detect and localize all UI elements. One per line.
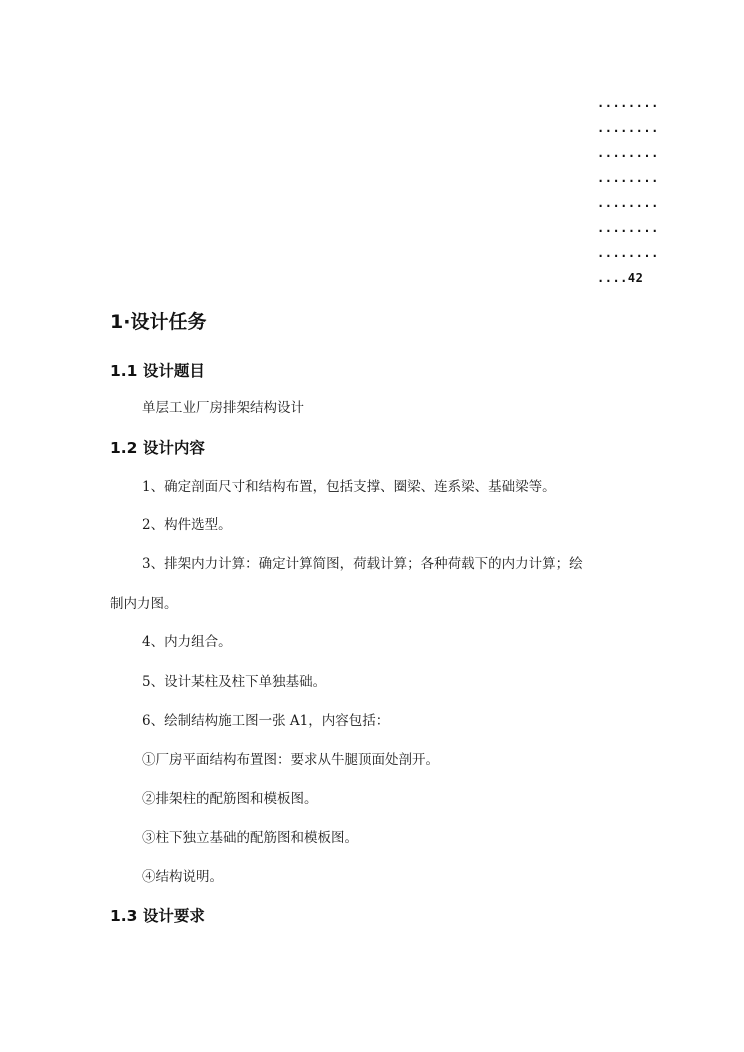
subsection-heading-design-requirements: 1.3 设计要求 <box>110 907 205 925</box>
subsection-heading-design-content: 1.2 设计内容 <box>110 439 205 457</box>
content-subitem: ③柱下独立基础的配筋图和模板图。 <box>142 830 358 846</box>
content-item: 4、内力组合。 <box>142 634 232 650</box>
content-item-continuation: 制内力图。 <box>110 596 178 612</box>
toc-leader-line: ........ <box>597 221 659 235</box>
toc-leader-line: ........ <box>597 146 659 160</box>
toc-leader-line: ........ <box>597 196 659 210</box>
content-item: 1、确定剖面尺寸和结构布置，包括支撑、圈梁、连系梁、基础梁等。 <box>142 479 556 495</box>
content-item: 3、排架内力计算：确定计算简图，荷载计算；各种荷载下的内力计算；绘 <box>142 556 583 572</box>
subsection-heading-design-topic: 1.1 设计题目 <box>110 362 205 380</box>
content-subitem: ②排架柱的配筋图和模板图。 <box>142 791 318 807</box>
design-topic-text: 单层工业厂房排架结构设计 <box>142 400 304 416</box>
content-subitem: ①厂房平面结构布置图：要求从牛腿顶面处剖开。 <box>142 752 439 768</box>
content-item: 6、绘制结构施工图一张 A1，内容包括： <box>142 713 390 729</box>
content-subitem: ④结构说明。 <box>142 869 223 885</box>
toc-leader-line: ........ <box>597 171 659 185</box>
section-heading-design-task: 1·设计任务 <box>110 311 207 333</box>
toc-page-number-line: ....42 <box>597 271 644 285</box>
toc-leader-line: ........ <box>597 121 659 135</box>
content-item: 2、构件选型。 <box>142 517 232 533</box>
toc-leader-line: ........ <box>597 246 659 260</box>
toc-leader-line: ........ <box>597 96 659 110</box>
content-item: 5、设计某柱及柱下单独基础。 <box>142 674 327 690</box>
